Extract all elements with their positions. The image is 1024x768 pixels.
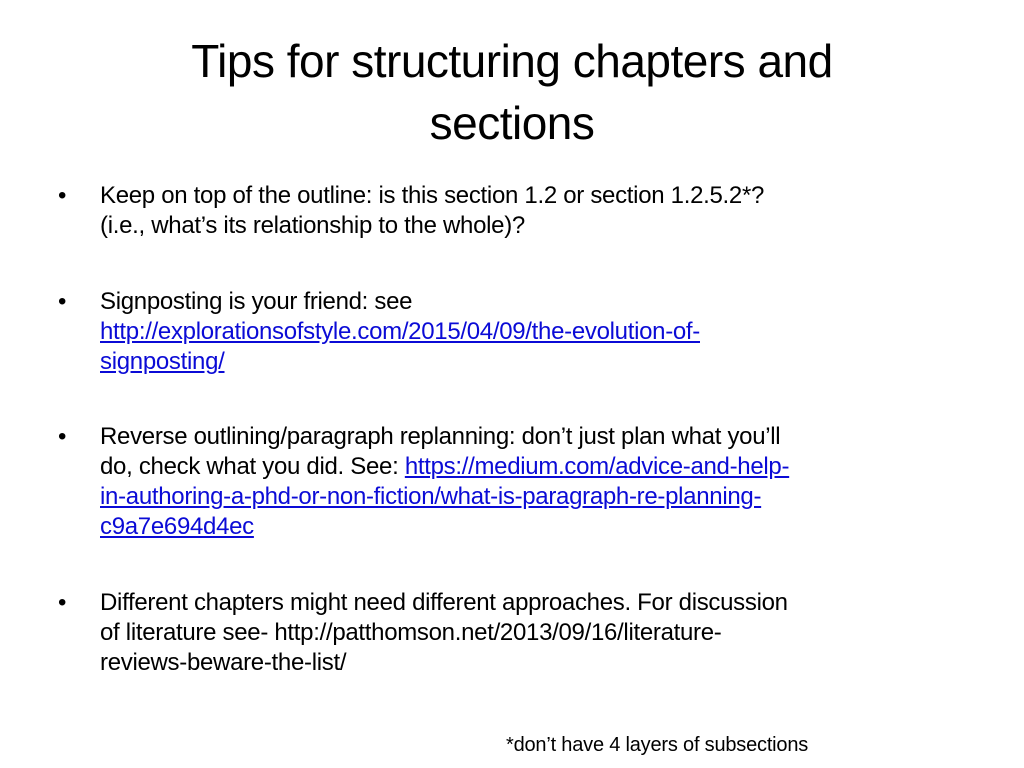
medium-link-continued[interactable]: in-authoring-a-phd-or-non-fiction/what-is-paragraph-re-planning- [100, 483, 762, 510]
footnote: *don’t have 4 layers of subsections [506, 734, 809, 756]
bullet-line: (i.e., what’s its relationship to the whole)? [100, 212, 525, 239]
bullet-marker: • [58, 589, 67, 616]
bullet-line: of literature see- http://patthomson.net/2013/09/16/literature- [100, 619, 722, 646]
bullet-text [100, 287, 970, 377]
bullet-marker: • [58, 288, 67, 315]
bullet-line: Reverse outlining/paragraph replanning: don’t just plan what you’ll [100, 423, 781, 450]
medium-link-end[interactable]: c9a7e694d4ec [100, 513, 254, 540]
bullet-marker: • [58, 423, 67, 450]
bullet-line: reviews-beware-the-list/ [100, 649, 347, 676]
signposting-link-continued[interactable]: signposting/ [100, 348, 225, 375]
medium-link[interactable]: https://medium.com/advice-and-help- [404, 453, 790, 480]
bullet-line: Keep on top of the outline: is this section 1.2 or section 1.2.5.2*? [100, 182, 765, 209]
bullet-marker: • [58, 182, 67, 209]
bullet-line: Different chapters might need different approaches. For discussion [100, 589, 788, 616]
title-line-2: sections [429, 97, 595, 149]
bullet-text [100, 181, 970, 241]
slide-title [100, 30, 924, 154]
title-line-1: Tips for structuring chapters and [191, 35, 833, 87]
bullet-text [100, 588, 970, 678]
signposting-link[interactable]: http://explorationsofstyle.com/2015/04/09/the-evolution-of- [100, 318, 700, 345]
bullet-line: Signposting is your friend: see [100, 288, 413, 315]
bullet-line-prefix: do, check what you did. See: [100, 453, 405, 480]
bullet-text [100, 422, 970, 542]
